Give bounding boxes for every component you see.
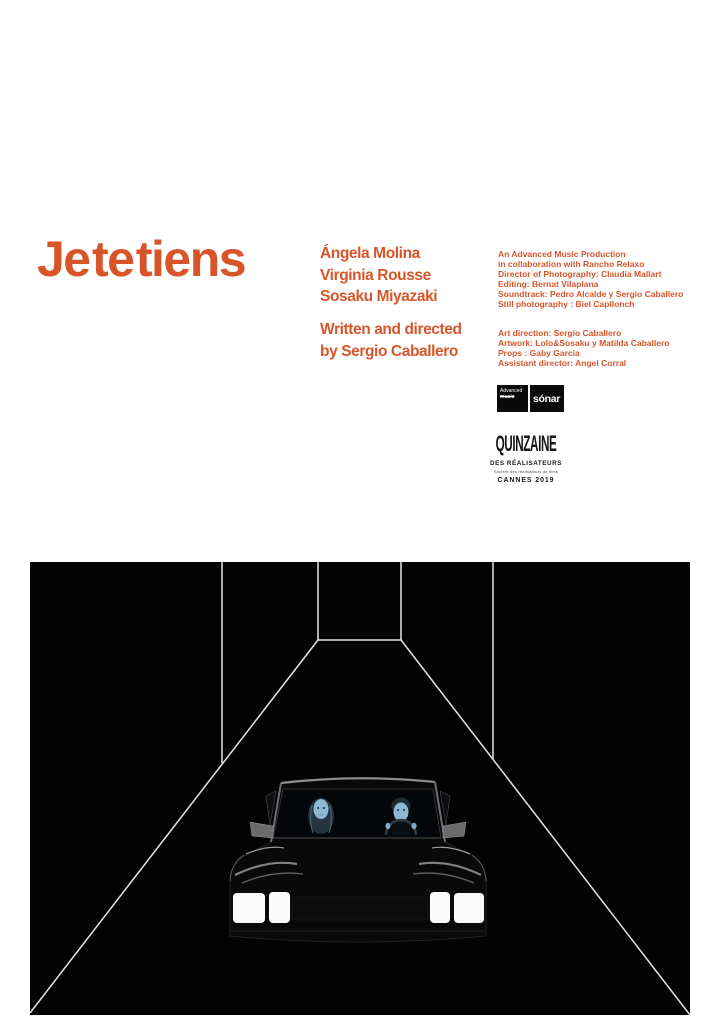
headlight-left-inner (269, 892, 290, 923)
headlight-right-outer (454, 893, 484, 923)
cannes-2019-label: CANNES 2019 (497, 476, 555, 484)
director-credit-line: by Sergio Caballero (320, 342, 458, 360)
credit-line: Editing: Bernat Vilaplana (498, 279, 599, 289)
advanced-music-logo-text: music (500, 393, 515, 400)
credit-line: An Advanced Music Production (498, 249, 626, 259)
mirror-left (250, 822, 273, 838)
credit-line: Director of Photography: Claudia Mallart (498, 269, 662, 279)
credit-line: in collaboration with Rancho Relaxo (498, 259, 645, 269)
quinzaine-logotype: QUINZAINE (495, 431, 557, 457)
mirror-right (443, 822, 466, 838)
logo-row (497, 385, 564, 412)
sonar-logo (530, 385, 564, 412)
car-road-illustration (30, 562, 690, 1015)
quinzaine-society-line: Société des réalisateurs de films (493, 468, 559, 474)
cast-member: Virginia Rousse (320, 266, 431, 284)
passenger-figure (308, 798, 334, 834)
sonar-logo-text: sónar (532, 392, 561, 405)
headlight-right-inner (430, 892, 450, 923)
credit-line: Artwork: Lolo&Sosaku y Matilda Caballero (498, 338, 670, 348)
grille (292, 897, 428, 920)
cast-member: Sosaku Miyazaki (320, 288, 438, 306)
quinzaine-logo (486, 433, 566, 484)
driver-hand (385, 823, 390, 829)
car (230, 778, 486, 942)
director-credit-line: Written and directed (320, 321, 462, 338)
cast-list (320, 243, 437, 308)
credit-line: Art direction: Sergio Caballero (498, 328, 622, 338)
credits-production (498, 249, 698, 309)
credits-art (498, 328, 698, 368)
credit-line: Assistant director: Angel Corral (498, 358, 627, 368)
film-title: Je te tiens (37, 231, 246, 287)
film-still (30, 562, 690, 1015)
credit-line: Props : Gaby García (498, 348, 580, 358)
credit-line: Still photography : Biel Capllonch (498, 299, 635, 309)
quinzaine-subtitle: DES RÉALISATEURS (489, 460, 562, 467)
director-credit (320, 319, 462, 362)
advanced-music-logo-text: Advanced (500, 388, 523, 394)
advanced-music-logo (497, 385, 528, 412)
driver-hand (411, 823, 416, 829)
credit-line: Soundtrack: Pedro Alcalde y Sergio Caballero (498, 289, 684, 299)
headlight-left-outer (233, 893, 265, 923)
cast-member: Ángela Molina (320, 245, 420, 262)
